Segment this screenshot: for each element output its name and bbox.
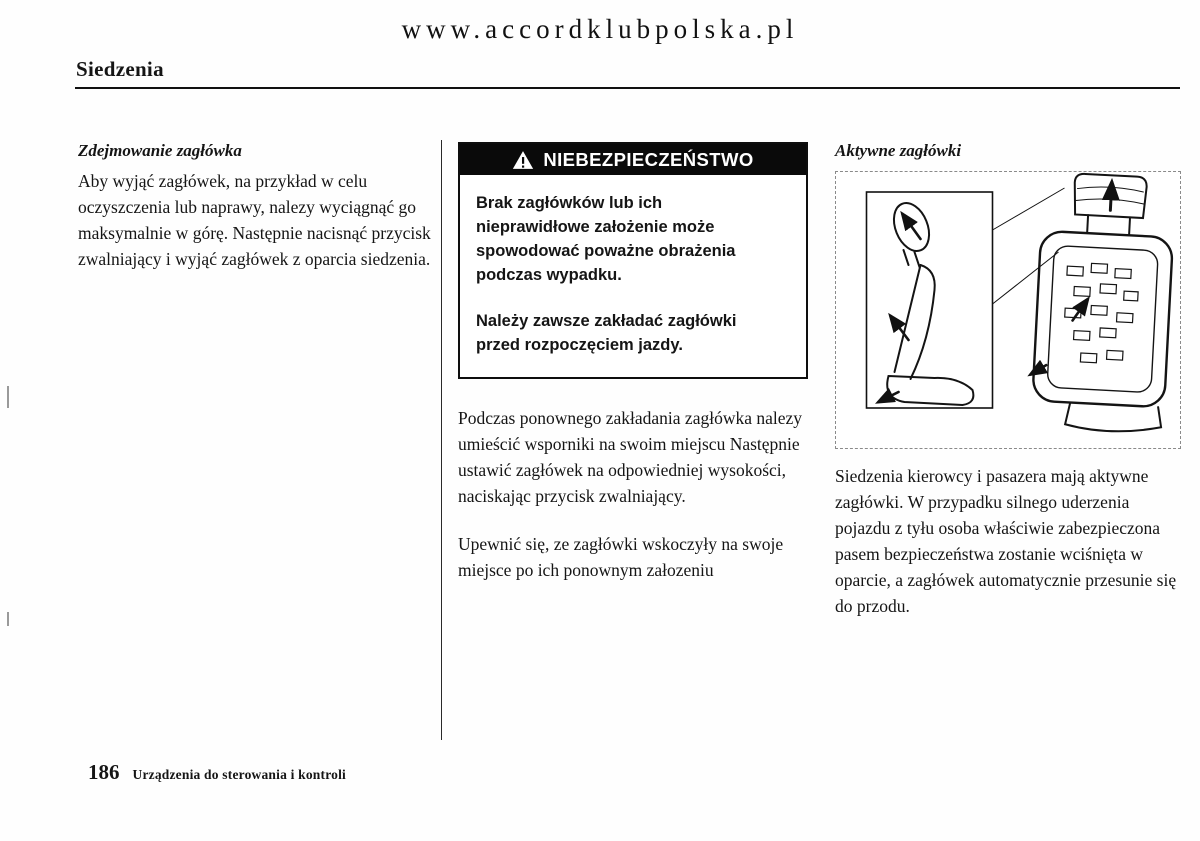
danger-warning-body xyxy=(460,175,806,377)
column-divider-rule xyxy=(441,140,442,740)
section-heading-remove-headrest: Zdejmowanie zagłówka xyxy=(78,141,242,160)
page-title: Siedzenia xyxy=(76,57,164,81)
watermark-text: www.accordklubpolska.pl xyxy=(401,14,799,44)
page-footer xyxy=(88,760,346,785)
paragraph-remove-headrest: Aby wyjąć zagłówek, na przykład w celu oczyszczenia lub naprawy, nalezy wyciągnąć go maksymalnie w górę. Następnie nacisnąć przycisk zwalniający i wyjąć zagłówek z oparcia siedzenia. xyxy=(78,171,431,269)
paragraph-reinstall-headrest: Podczas ponownego zakładania zagłówka nalezy umieścić wsporniki na swoim miejscu Następnie ustawić zagłówek na odpowiedniej wysokości, naciskając przycisk zwalniający. xyxy=(458,408,803,506)
right-column xyxy=(835,141,1181,619)
warning-paragraph: Brak zagłówków lub ich nieprawidłowe założenie może spowodować poważne obrażenia podczas wypadku. xyxy=(476,194,736,284)
section-heading-active-headrests: Aktywne zagłówki xyxy=(835,141,962,160)
frame-view-seat xyxy=(1028,172,1176,434)
paragraph-check-headrest: Upewnić się, ze zagłówki wskoczyły na swoje miejsce po ich ponownym załozeniu xyxy=(458,534,784,580)
scan-mark xyxy=(7,612,9,626)
scan-mark xyxy=(7,386,9,408)
paragraph-active-headrests: Siedzenia kierowcy i pasazera mają aktywne zagłówki. W przypadku silnego uderzenia pojazdu z tyłu osoba właściwie zabezpieczona pasem bezpieczeństwa zostanie wciśnięta w oparcie, a zagłówek automatycznie przesunie się do przodu. xyxy=(835,466,1177,616)
seat-illustration xyxy=(836,172,1180,448)
inset-box xyxy=(867,192,993,408)
title-rule xyxy=(75,87,1180,89)
warning-paragraph: Należy zawsze zakładać zagłówki przed rozpoczęciem jazdy. xyxy=(476,312,737,354)
danger-warning-header xyxy=(460,144,806,175)
middle-column xyxy=(458,142,808,583)
footer-section-title: Urządzenia do sterowania i kontroli xyxy=(132,767,347,782)
danger-warning-box xyxy=(458,142,808,379)
warning-triangle-icon xyxy=(512,150,534,170)
left-column xyxy=(78,141,434,272)
page-number: 186 xyxy=(88,760,120,784)
danger-warning-title: NIEBEZPIECZEŃSTWO xyxy=(543,148,754,170)
active-headrest-figure xyxy=(835,171,1181,449)
side-view-seat xyxy=(879,198,974,405)
